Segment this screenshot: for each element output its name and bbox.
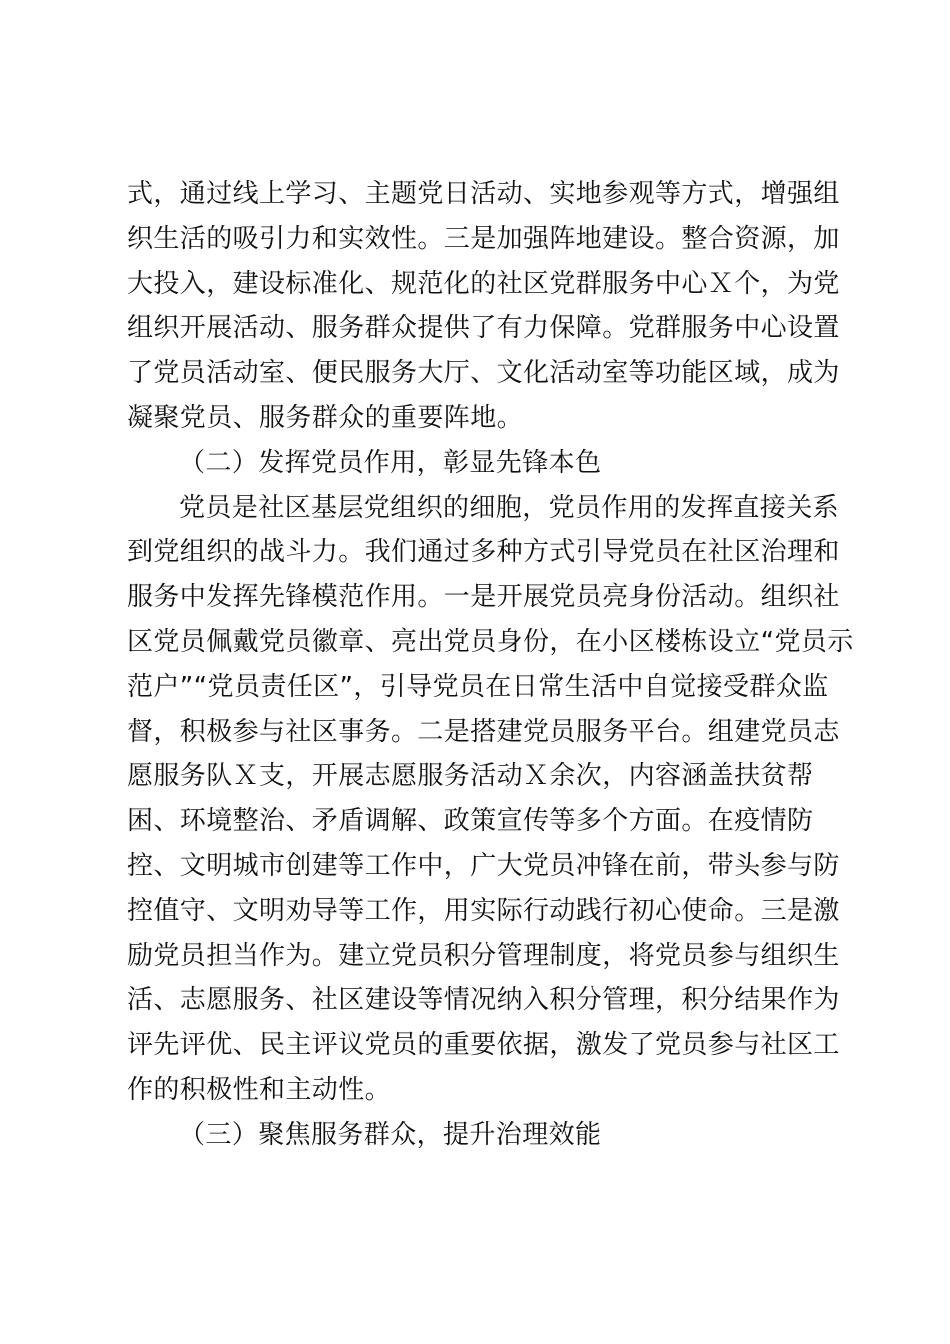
body-text-line: 大投入，建设标准化、规范化的社区党群服务中心Ｘ个，为党	[127, 268, 840, 299]
body-text-line: 到党组织的战斗力。我们通过多种方式引导党员在社区治理和	[127, 537, 840, 568]
section-heading: （三）聚焦服务群众，提升治理效能	[179, 1119, 602, 1150]
body-text-line: 服务中发挥先锋模范作用。一是开展党员亮身份活动。组织社	[127, 582, 840, 613]
body-text-line: 区党员佩戴党员徽章、亮出党员身份，在小区楼栋设立“党员示	[127, 626, 854, 657]
body-text-line: 范户”“党员责任区”，引导党员在日常生活中自觉接受群众监	[127, 671, 829, 702]
body-text-line: 式，通过线上学习、主题党日活动、实地参观等方式，增强组	[127, 179, 840, 209]
body-text-line: 控、文明城市创建等工作中，广大党员冲锋在前，带头参与防	[127, 850, 840, 881]
body-text-line: 党员是社区基层党组织的细胞，党员作用的发挥直接关系	[179, 492, 840, 523]
body-text-line: 控值守、文明劝导等工作，用实际行动践行初心使命。三是激	[127, 895, 840, 926]
body-text-line: 组织开展活动、服务群众提供了有力保障。党群服务中心设置	[127, 313, 840, 344]
body-text-line: 作的积极性和主动性。	[127, 1074, 392, 1105]
body-text-line: 困、环境整治、矛盾调解、政策宣传等多个方面。在疫情防	[127, 806, 814, 837]
body-text-line: 评先评优、民主评议党员的重要依据，激发了党员参与社区工	[127, 1030, 840, 1061]
body-text-line: 愿服务队Ｘ支，开展志愿服务活动Ｘ余次，内容涵盖扶贫帮	[127, 761, 814, 792]
document-body	[127, 172, 854, 1158]
body-text-line: 了党员活动室、便民服务大厅、文化活动室等功能区域，成为	[127, 358, 840, 389]
section-heading: （二）发挥党员作用，彰显先锋本色	[179, 447, 602, 478]
body-text-line: 织生活的吸引力和实效性。三是加强阵地建设。整合资源，加	[127, 223, 840, 254]
body-text-line: 督，积极参与社区事务。二是搭建党员服务平台。组建党员志	[127, 716, 840, 747]
body-text-line: 凝聚党员、服务群众的重要阵地。	[127, 402, 524, 433]
body-text-line: 活、志愿服务、社区建设等情况纳入积分管理，积分结果作为	[127, 985, 840, 1016]
body-text-line: 励党员担当作为。建立党员积分管理制度，将党员参与组织生	[127, 940, 840, 971]
